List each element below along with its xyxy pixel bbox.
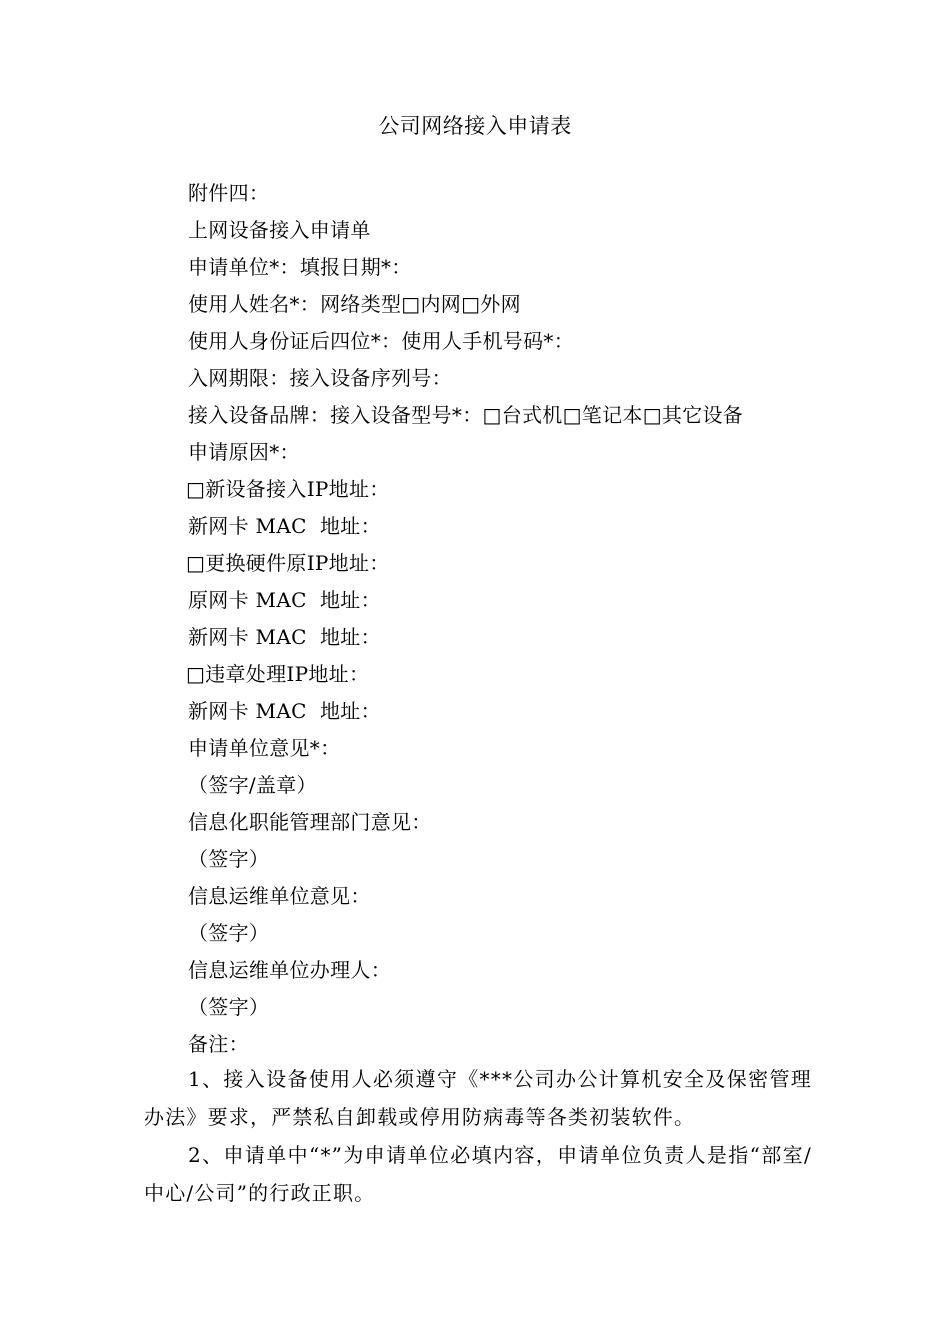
id-phone-line: 使用人身份证后四位*：使用人手机号码*： <box>188 329 574 353</box>
user-name-network-line: 使用人姓名*：网络类型□内网□外网 <box>188 292 521 316</box>
violation-ip-line: □违章处理IP地址： <box>186 662 370 686</box>
document-title: 公司网络接入申请表 <box>378 114 572 138</box>
sign-line-3: （签字） <box>188 995 270 1019</box>
new-mac-line-3: 新网卡 MAC 地址： <box>188 699 381 723</box>
sign-line-1: （签字） <box>188 847 270 871</box>
attachment-label: 附件四： <box>188 181 270 205</box>
note-2: 2、申请单中“*”为申请单位必填内容，申请单位负责人是指“部室/中心/公司”的行政正职。 <box>144 1143 812 1205</box>
it-dept-opinion-line: 信息化职能管理部门意见： <box>188 810 432 834</box>
remarks-label: 备注： <box>188 1032 249 1056</box>
old-mac-line: 原网卡 MAC 地址： <box>188 588 381 612</box>
unit-opinion-line: 申请单位意见*： <box>188 736 341 760</box>
remarks-notes <box>144 1060 812 1212</box>
reason-line: 申请原因*： <box>188 440 300 464</box>
period-serial-line: 入网期限：接入设备序列号： <box>188 366 452 390</box>
new-device-ip-line: □新设备接入IP地址： <box>186 477 390 501</box>
new-mac-line-2: 新网卡 MAC 地址： <box>188 625 381 649</box>
new-mac-line-1: 新网卡 MAC 地址： <box>188 514 381 538</box>
replace-hardware-ip-line: □更换硬件原IP地址： <box>186 551 390 575</box>
form-lines <box>188 175 828 1063</box>
note-1: 1、接入设备使用人必须遵守《***公司办公计算机安全及保密管理办法》要求，严禁私自卸载或停用防病毒等各类初装软件。 <box>144 1067 812 1129</box>
ops-unit-opinion-line: 信息运维单位意见： <box>188 884 371 908</box>
ops-handler-line: 信息运维单位办理人： <box>188 958 391 982</box>
applicant-unit-line: 申请单位*：填报日期*： <box>188 255 412 279</box>
sign-stamp-line: （签字/盖章） <box>188 773 317 797</box>
form-heading: 上网设备接入申请单 <box>188 218 371 242</box>
sign-line-2: （签字） <box>188 921 270 945</box>
device-brand-model-line: 接入设备品牌：接入设备型号*：□台式机□笔记本□其它设备 <box>188 403 744 427</box>
